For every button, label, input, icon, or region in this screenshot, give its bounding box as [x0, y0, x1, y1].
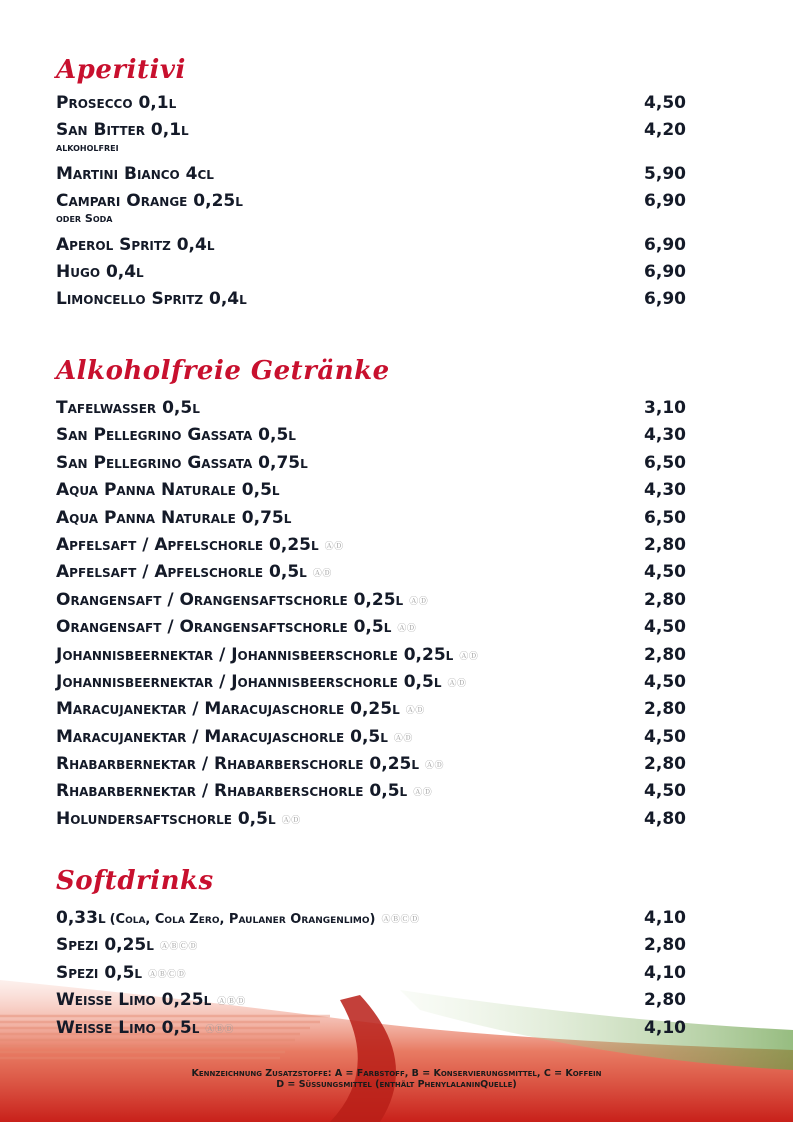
menu-item — [56, 450, 686, 477]
menu-item — [56, 669, 686, 696]
menu-item — [56, 1015, 686, 1042]
item-price: 6,90 — [644, 261, 686, 282]
additives-marker: ⒶⒷⒹ — [217, 997, 246, 1008]
additives-marker: ⒶⒷⒹ — [205, 1024, 234, 1035]
section-title: Alkoholfreie Getränke — [56, 356, 390, 386]
item-name: Prosecco 0,1l — [56, 93, 177, 113]
item-name: Tafelwasser 0,5l — [56, 398, 200, 418]
item-name: San Bitter 0,1l — [56, 120, 189, 141]
item-note: alkoholfrei — [56, 140, 119, 154]
menu-item — [56, 960, 686, 987]
item-name-with-additives — [56, 778, 432, 807]
item-name: San Pellegrino Gassata 0,5l — [56, 425, 296, 446]
additives-marker: ⒶⒷⒸⒹ — [159, 942, 198, 953]
item-name: Johannisbeernektar / Johannisbeerschorle 0,5l — [56, 671, 442, 692]
menu-item — [56, 587, 686, 614]
item-name-with-additives — [56, 614, 416, 643]
item-price: 3,10 — [644, 398, 686, 418]
item-name: Rhabarbernektar / Rhabarberschorle 0,25l — [56, 754, 420, 775]
menu-item — [56, 286, 686, 313]
item-name: Rhabarbernektar / Rhabarberschorle 0,5l — [56, 781, 408, 802]
item-price: 6,50 — [644, 507, 686, 528]
item-detail: (Cola, Cola Zero, Paulaner Orangenlimo) — [109, 912, 376, 927]
item-name-with-additives — [56, 960, 186, 989]
menu-item — [56, 751, 686, 778]
item-name-with-additives — [56, 932, 198, 961]
item-price: 4,10 — [644, 962, 686, 983]
item-price: 2,80 — [644, 589, 686, 610]
item-price: 6,90 — [644, 191, 686, 212]
menu-item — [56, 117, 686, 144]
item-note: oder Soda — [56, 211, 113, 225]
menu-item — [56, 477, 686, 504]
item-name-with-additives — [56, 696, 425, 725]
item-name-with-additives — [56, 751, 444, 780]
item-price: 4,30 — [644, 480, 686, 501]
additives-marker: ⒶⒹ — [409, 596, 429, 607]
item-name: San Pellegrino Gassata 0,75l — [56, 452, 308, 473]
menu-item — [56, 395, 686, 422]
menu-item — [56, 778, 686, 805]
menu-item — [56, 422, 686, 449]
menu-item — [56, 932, 686, 959]
item-name: Johannisbeernektar / Johannisbeerschorle 0,25l — [56, 644, 454, 665]
item-name-with-additives — [56, 987, 246, 1016]
item-name-with-additives — [56, 669, 467, 698]
additives-marker: ⒶⒹ — [397, 624, 417, 635]
section-title: Softdrinks — [56, 866, 214, 896]
item-price: 4,10 — [644, 908, 686, 928]
item-price: 4,50 — [644, 617, 686, 638]
item-price: 6,50 — [644, 452, 686, 473]
item-name: Apfelsaft / Apfelschorle 0,25l — [56, 534, 319, 555]
menu-item — [56, 559, 686, 586]
item-name: Weisse Limo 0,5l — [56, 1017, 200, 1038]
item-name: Holundersaftschorle 0,5l — [56, 808, 276, 829]
footnote-line-1: Kennzeichnung Zusatzstoffe: A = Farbstoff, B = Konservierungsmittel, C = Koffein — [191, 1068, 602, 1079]
item-price: 4,50 — [644, 726, 686, 747]
item-price: 6,90 — [644, 234, 686, 255]
item-name-with-additives — [56, 559, 332, 588]
item-name: Martini Bianco 4cl — [56, 163, 214, 184]
item-name: Orangensaft / Orangensaftschorle 0,25l — [56, 589, 404, 610]
item-name: Maracujanektar / Maracujaschorle 0,5l — [56, 726, 388, 747]
item-name-with-additives — [56, 532, 344, 561]
menu-item — [56, 90, 686, 117]
item-name-with-additives — [56, 905, 419, 934]
item-price: 6,90 — [644, 289, 686, 310]
item-name-with-additives — [56, 642, 478, 671]
menu-item — [56, 161, 686, 188]
section-aperitivi — [56, 55, 686, 314]
additives-marker: ⒶⒹ — [393, 733, 413, 744]
additives-marker: ⒶⒹ — [413, 788, 433, 799]
item-price: 4,50 — [644, 93, 686, 113]
additives-footnote — [0, 1068, 793, 1090]
item-price: 2,80 — [644, 935, 686, 956]
item-price: 4,50 — [644, 671, 686, 692]
menu-item — [56, 905, 686, 932]
footnote-line-2: D = Süssungsmittel (enthält PhenylalaninQuelle) — [276, 1079, 517, 1090]
additives-marker: ⒶⒹ — [447, 678, 467, 689]
item-name: Aperol Spritz 0,4l — [56, 234, 215, 255]
item-name-with-additives — [56, 724, 413, 753]
item-name-with-additives — [56, 587, 428, 616]
additives-marker: ⒶⒷⒸⒹ — [381, 915, 420, 925]
menu-item — [56, 188, 686, 215]
item-price: 2,80 — [644, 699, 686, 720]
additives-marker: ⒶⒹ — [312, 569, 332, 580]
additives-marker: ⒶⒹ — [405, 706, 425, 717]
item-price: 2,80 — [644, 644, 686, 665]
menu-item — [56, 806, 686, 833]
additives-marker: ⒶⒹ — [459, 651, 479, 662]
item-price: 4,50 — [644, 562, 686, 583]
item-name: Aqua Panna Naturale 0,75l — [56, 507, 292, 528]
menu-item — [56, 642, 686, 669]
item-name: Spezi 0,5l — [56, 962, 143, 983]
additives-marker: ⒶⒷⒸⒹ — [148, 969, 187, 980]
item-name: Apfelsaft / Apfelschorle 0,5l — [56, 562, 307, 583]
item-name-with-additives — [56, 806, 301, 835]
menu-item — [56, 532, 686, 559]
item-price: 4,30 — [644, 425, 686, 446]
menu-item — [56, 505, 686, 532]
additives-marker: ⒶⒹ — [425, 761, 445, 772]
menu-item — [56, 724, 686, 751]
item-name-with-additives — [56, 1015, 234, 1044]
item-name: Weisse Limo 0,25l — [56, 990, 212, 1011]
additives-marker: ⒶⒹ — [324, 541, 344, 552]
item-price: 4,20 — [644, 120, 686, 141]
item-price: 2,80 — [644, 990, 686, 1011]
item-price: 2,80 — [644, 754, 686, 775]
item-price: 4,50 — [644, 781, 686, 802]
item-name: Orangensaft / Orangensaftschorle 0,5l — [56, 617, 392, 638]
item-name: Maracujanektar / Maracujaschorle 0,25l — [56, 699, 400, 720]
menu-item — [56, 614, 686, 641]
menu-item — [56, 259, 686, 286]
menu-item — [56, 696, 686, 723]
item-price: 2,80 — [644, 534, 686, 555]
item-name: Hugo 0,4l — [56, 261, 144, 282]
menu-item — [56, 232, 686, 259]
section-softdrinks — [56, 866, 686, 1042]
menu-item — [56, 987, 686, 1014]
item-name: 0,33l — [56, 908, 106, 928]
section-title: Aperitivi — [56, 55, 186, 85]
item-price: 5,90 — [644, 163, 686, 184]
item-price: 4,10 — [644, 1017, 686, 1038]
item-name: Aqua Panna Naturale 0,5l — [56, 480, 280, 501]
section-alkoholfreie-getraenke — [56, 356, 686, 833]
item-name: Limoncello Spritz 0,4l — [56, 289, 247, 310]
item-name: Spezi 0,25l — [56, 935, 154, 956]
item-name: Campari Orange 0,25l — [56, 191, 243, 212]
additives-marker: ⒶⒹ — [281, 815, 301, 826]
item-price: 4,80 — [644, 808, 686, 829]
